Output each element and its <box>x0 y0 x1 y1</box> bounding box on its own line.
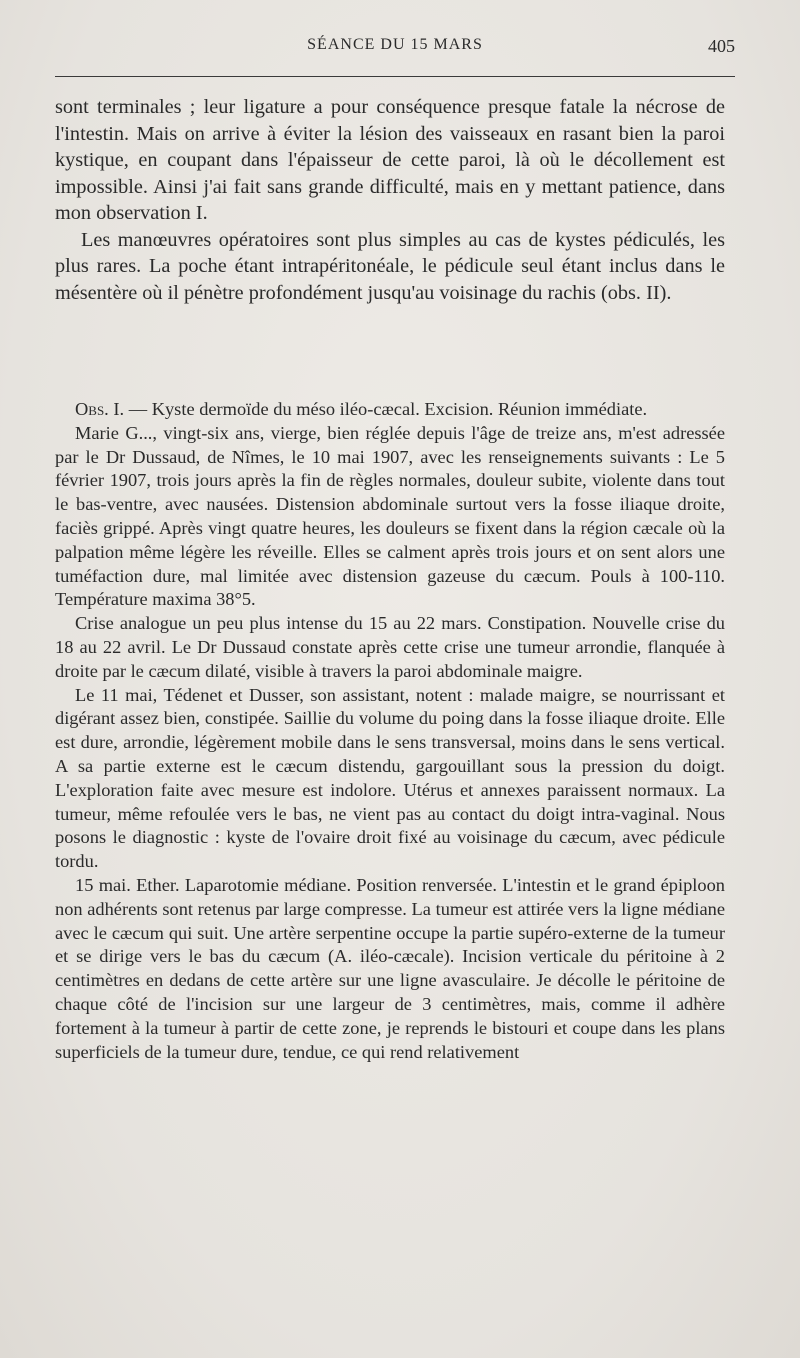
header-rule <box>55 76 735 77</box>
observation-paragraph: Le 11 mai, Tédenet et Dusser, son assistant, notent : malade maigre, se nourrissant et digérant assez bien, constipée. Saillie du volume du poing dans la fosse iliaque droite. Elle est dure, arrondie, légèrement mobile dans le sens transversal, moins dans le sens vertical. A sa partie externe est le cæcum distendu, gargouillant sous la pression du doigt. L'exploration faite avec mesure est indolore. Utérus et annexes paraissent normaux. La tumeur, même refoulée vers le bas, ne vient pas au contact du doigt intra-vaginal. Nous posons le diagnostic : kyste de l'ovaire droit fixé au voisinage du cæcum, avec pédicule tordu. <box>55 684 725 872</box>
page-number: 405 <box>708 36 735 56</box>
running-head: SÉANCE DU 15 MARS <box>307 36 483 53</box>
observation-section <box>55 398 725 1064</box>
observation-title: — Kyste dermoïde du méso iléo-cæcal. Excision. Réunion immédiate. <box>124 399 648 419</box>
paragraph: Les manœuvres opératoires sont plus simples au cas de kystes pédiculés, les plus rares. La poche étant intrapéritonéale, le pédicule seul étant inclus dans le mésentère où il pénètre profondément jusqu'au voisinage du rachis (obs. II). <box>55 228 725 304</box>
body-text <box>55 94 725 306</box>
page-header <box>55 36 735 58</box>
observation-paragraph: Marie G..., vingt-six ans, vierge, bien réglée depuis l'âge de treize ans, m'est adressée par le Dr Dussaud, de Nîmes, le 10 mai 1907, avec les renseignements suivants : Le 5 février 1907, trois jours après la fin de règles normales, douleur subite, violente dans tout le bas-ventre, avec nausées. Distension abdominale surtout vers la fosse iliaque droite, faciès grippé. Après vingt quatre heures, les douleurs se fixent dans la région cæcale où la palpation même légère les réveille. Elles se calment après trois jours et on sent alors une tuméfaction dure, mal limitée avec distension gazeuse du cæcum. Pouls à 100-110. Température maxima 38°5. <box>55 422 725 610</box>
observation-paragraph: Crise analogue un peu plus intense du 15 au 22 mars. Constipation. Nouvelle crise du 18 au 22 avril. Le Dr Dussaud constate après cette crise une tumeur arrondie, flanquée à droite par le cæcum dilaté, visible à travers la paroi abdominale maigre. <box>55 613 725 681</box>
observation-heading <box>55 398 725 422</box>
observation-paragraph: 15 mai. Ether. Laparotomie médiane. Position renversée. L'intestin et le grand épiploon non adhérents sont retenus par large compresse. La tumeur est attirée vers la ligne médiane avec le cæcum qui suit. Une artère serpentine occupe la partie supéro-externe de la tumeur et se dirige vers le bas du cæcum (A. iléo-cæcale). Incision verticale du péritoine à 2 centimètres en dedans de cette artère sur une ligne avasculaire. Je décolle le péritoine de chaque côté de l'incision sur une largeur de 3 centimètres, mais, comme il adhère fortement à la tumeur à partir de cette zone, je reprends le bistouri et coupe dans les plans superficiels de la tumeur dure, tendue, ce qui rend relativement <box>55 874 725 1062</box>
observation-label: Obs. I. <box>75 399 125 419</box>
paragraph-continued: sont terminales ; leur ligature a pour conséquence presque fatale la nécrose de l'intestin. Mais on arrive à éviter la lésion des vaisseaux en rasant bien la paroi kystique, en coupant dans l'épaisseur de cette paroi, là où le décollement est impossible. Ainsi j'ai fait sans grande difficulté, mais en y mettant patience, dans mon observation I. <box>55 96 725 224</box>
